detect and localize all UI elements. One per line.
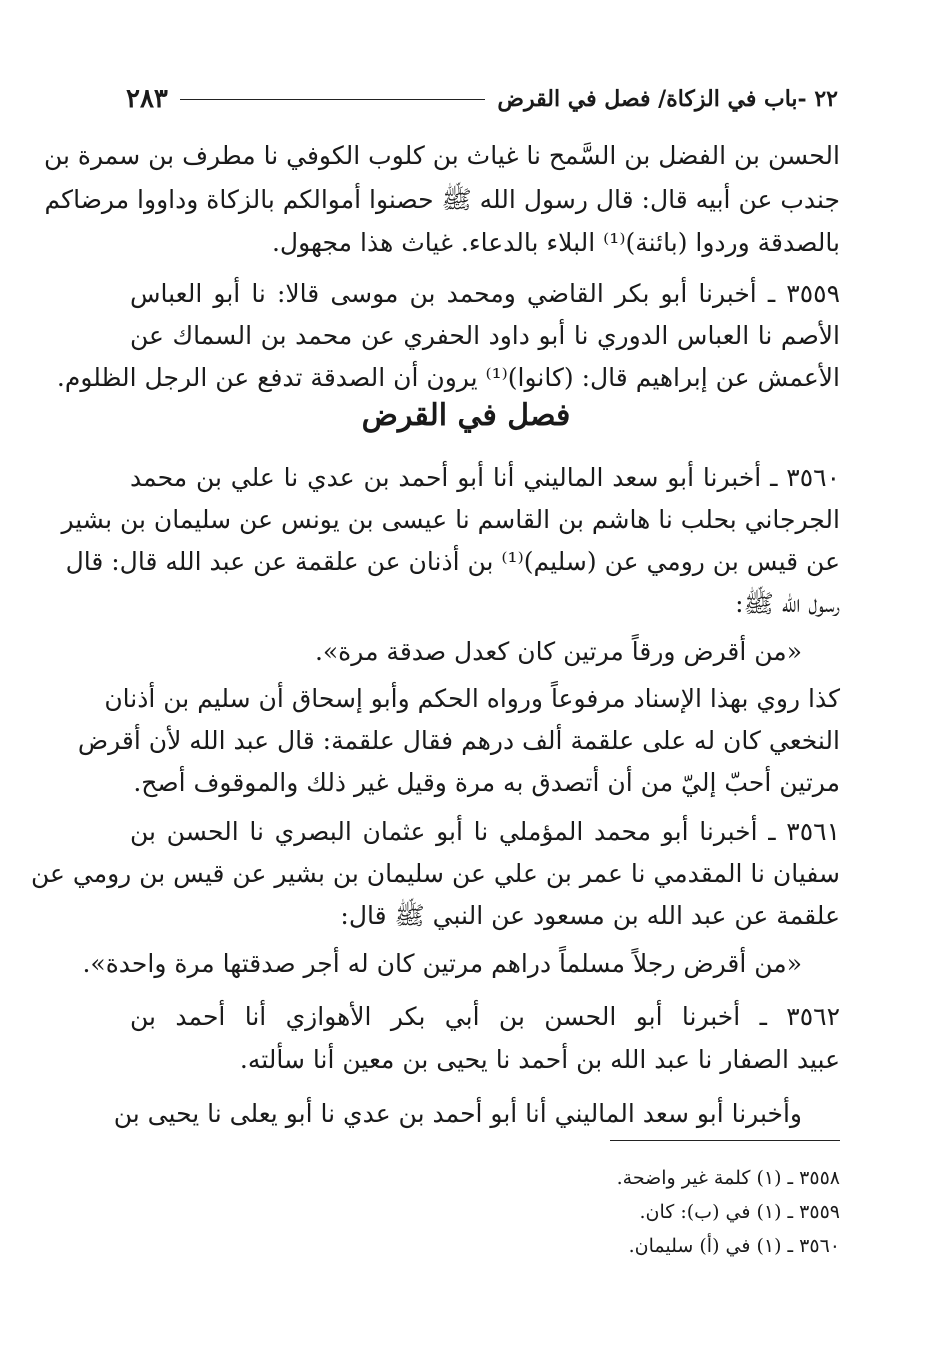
running-head: ٢٢ -باب في الزكاة/ فصل في القرض bbox=[497, 86, 838, 112]
text-line: النخعي كان له على علقمة ألف درهم فقال علقمة: قال عبد الله لأن أقرض bbox=[77, 726, 840, 755]
hadith-quote: «من أقرض رجلاً مسلماً دراهم مرتين كان له أجر صدقتها مرة واحدة». bbox=[82, 949, 802, 978]
footnote: ٣٥٥٨ ـ (١) كلمة غير واضحة. bbox=[616, 1167, 840, 1189]
text-line: عبيد الصفار نا عبد الله بن أحمد نا يحيى بن معين أنا سألته. bbox=[239, 1045, 840, 1074]
text-line: وأخبرنا أبو سعد الماليني أنا أبو أحمد بن عدي نا أبو يعلى نا يحيى بن bbox=[113, 1099, 802, 1128]
text-line: ٣٥٦١ ـ أخبرنا أبو محمد المؤملي نا أبو عثمان البصري نا الحسن بن bbox=[130, 817, 840, 846]
text-line: عن قيس بن رومي عن (سليم)⁽¹⁾ بن أذنان عن علقمة عن عبد الله قال: قال bbox=[65, 547, 840, 576]
text-line: الأعمش عن إبراهيم قال: (كانوا)⁽¹⁾ يرون أن الصدقة تدفع عن الرجل الظلوم. bbox=[56, 363, 840, 392]
text-line: سفيان نا المقدمي نا عمر بن علي عن سليمان بن بشير عن قيس بن رومي عن bbox=[30, 859, 840, 888]
text-line: بالصدقة وردوا (بائنة)⁽¹⁾ البلاء بالدعاء. غياث هذا مجهول. bbox=[271, 228, 840, 257]
header-rule bbox=[180, 99, 485, 100]
text-line: ٣٥٦٠ ـ أخبرنا أبو سعد الماليني أنا أبو أحمد بن عدي نا علي بن محمد bbox=[130, 463, 840, 492]
footnote-rule bbox=[610, 1140, 840, 1141]
text-line: الأصم نا العباس الدوري نا أبو داود الحفري عن محمد بن السماك عن bbox=[130, 321, 840, 350]
text-line: مرتين أحبّ إليّ من أن أتصدق به مرة وقيل غير ذلك والموقوف أصح. bbox=[133, 768, 840, 797]
text-line: ٣٥٦٢ ـ أخبرنا أبو الحسن بن أبي بكر الأهوازي أنا أحمد بن bbox=[130, 1002, 840, 1031]
page-header bbox=[126, 82, 838, 116]
text-line: كذا روي بهذا الإسناد مرفوعاً ورواه الحكم وأبو إسحاق أن سليم بن أذنان bbox=[104, 684, 840, 713]
text-line: علقمة عن عبد الله بن مسعود عن النبي ﷺ قال: bbox=[340, 901, 840, 930]
text-line: الجرجاني بحلب نا هاشم بن القاسم نا عيسى بن يونس عن سليمان بن بشير bbox=[61, 505, 840, 534]
text-line: الحسن بن الفضل بن السَّمح نا غياث بن كلوب الكوفي نا مطرف بن سمرة بن bbox=[43, 141, 840, 170]
text-line: ٣٥٥٩ ـ أخبرنا أبو بكر القاضي ومحمد بن موسى قالا: نا أبو العباس bbox=[130, 279, 840, 308]
page-number: ٢٨٣ bbox=[126, 84, 168, 114]
hadith-quote: «من أقرض ورقاً مرتين كان كعدل صدقة مرة». bbox=[314, 637, 802, 666]
section-heading: فصل في القرض bbox=[361, 398, 571, 433]
text-line: جندب عن أبيه قال: قال رسول الله ﷺ حصنوا أموالكم بالزكاة وداووا مرضاكم bbox=[44, 185, 840, 214]
footnote: ٣٥٥٩ ـ (١) في (ب): كان. bbox=[639, 1201, 840, 1223]
text-line: رسول الله ﷺ: bbox=[735, 589, 840, 618]
footnote: ٣٥٦٠ ـ (١) في (أ) سليمان. bbox=[628, 1235, 840, 1257]
